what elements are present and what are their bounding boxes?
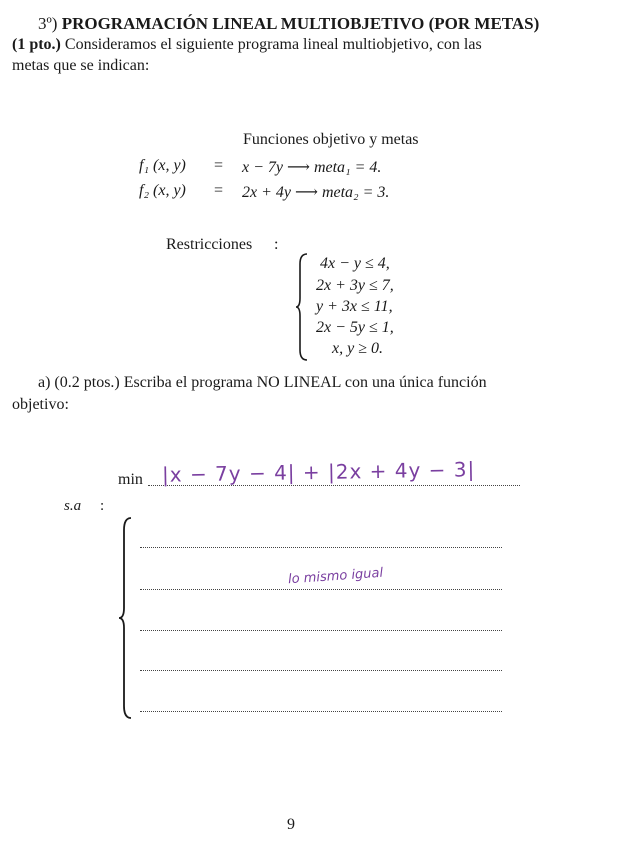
sa-label: s.a [64, 498, 82, 514]
constraint-answer-line-1[interactable] [140, 547, 502, 548]
constraint-answer-line-2[interactable] [140, 589, 502, 590]
f1-lhs: f₁ (x, y) [139, 157, 186, 174]
constraint-answer-line-5[interactable] [140, 711, 502, 712]
f2-equals: = [214, 182, 224, 199]
constraints-brace [118, 516, 134, 720]
page-number: 9 [287, 816, 295, 833]
restriction-2: 2x + 3y ≤ 7, [316, 277, 394, 294]
constraint-answer-line-3[interactable] [140, 630, 502, 631]
restriction-3: y + 3x ≤ 11, [316, 298, 393, 315]
constraint-answer-line-4[interactable] [140, 670, 502, 671]
restriction-5: x, y ≥ 0. [332, 340, 383, 357]
restriction-4: 2x − 5y ≤ 1, [316, 319, 394, 336]
f1-rhs: x − 7y ⟶ meta₁ = 4. [242, 159, 382, 176]
intro-text-1: Consideramos el siguiente programa lineal multiobjetivo, con las [64, 36, 482, 53]
f2-rhs: 2x + 4y ⟶ meta₂ = 3. [242, 184, 390, 201]
intro-line-2: metas que se indican: [12, 57, 150, 74]
question-a-line-2: objetivo: [12, 396, 69, 413]
f1-equals: = [214, 157, 224, 174]
sa-colon: : [100, 498, 105, 514]
restriction-1: 4x − y ≤ 4, [320, 255, 390, 272]
restrictions-brace [296, 252, 310, 362]
intro-line-1 [12, 36, 482, 54]
restrictions-colon: : [274, 236, 279, 253]
question-heading: PROGRAMACIÓN LINEAL MULTIOBJETIVO (POR METAS) [61, 14, 540, 33]
handwritten-min-answer: |x − 7y − 4| + |2x + 4y − 3| [161, 457, 476, 487]
question-number: 3º) [38, 14, 58, 33]
objectives-heading: Funciones objetivo y metas [243, 131, 419, 148]
question-title [38, 14, 539, 34]
restrictions-label: Restricciones [166, 236, 253, 253]
min-label: min [118, 471, 143, 488]
points-label: (1 pto.) [12, 36, 61, 53]
handwritten-note: lo mismo igual [287, 565, 384, 588]
f2-lhs: f₂ (x, y) [139, 182, 186, 199]
question-a-line-1: a) (0.2 ptos.) Escriba el programa NO LINEAL con una única función [38, 374, 487, 391]
